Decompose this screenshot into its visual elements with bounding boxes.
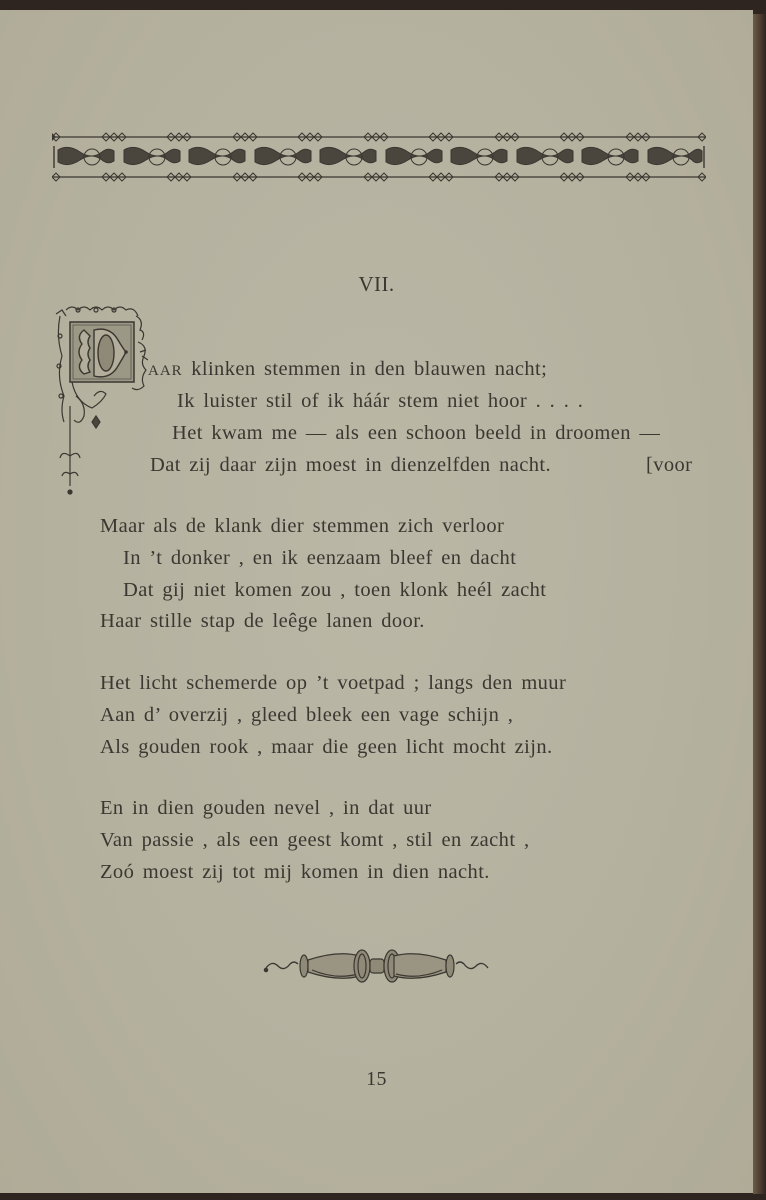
- verse-line: Het licht schemerde op ’t voetpad ; langs den muur: [100, 672, 567, 694]
- verse-line: Dat zij daar zijn moest in dienzelfden nacht.: [150, 454, 552, 476]
- verse-line: Zoó moest zij tot mij komen in dien nacht.: [100, 861, 490, 883]
- verse-line: Het kwam me — als een schoon beeld in droomen —: [172, 422, 661, 444]
- page-number: 15: [366, 1068, 387, 1090]
- verse-line: En in dien gouden nevel , in dat uur: [100, 797, 432, 819]
- verse-line: Maar als de klank dier stemmen zich verloor: [100, 515, 505, 537]
- ornamental-border-icon: [52, 128, 706, 186]
- verse-line: In ’t donker , en ik eenzaam bleef en dacht: [123, 547, 517, 569]
- verse-line: Van passie , als een geest komt , stil en zacht ,: [100, 829, 530, 851]
- verse-line: AAR klinken stemmen in den blauwen nacht;: [148, 358, 548, 380]
- verse-line: Ik luister stil of ik háár stem niet hoor . . . .: [177, 390, 584, 412]
- verse-line: Haar stille stap de leêge lanen door.: [100, 610, 425, 632]
- dropcap-continuation: AAR: [148, 363, 183, 379]
- verse-line: Aan d’ overzij , gleed bleek een vage schijn ,: [100, 704, 514, 726]
- verse-line: Als gouden rook , maar die geen licht mocht zijn.: [100, 736, 553, 758]
- book-binding-edge: [753, 14, 766, 1194]
- tailpiece-ornament-icon: [262, 942, 492, 988]
- book-page: [0, 10, 753, 1193]
- verse-line: Dat gij niet komen zou , toen klonk heél zacht: [123, 579, 547, 601]
- catchword-turnover: [voor: [646, 454, 693, 476]
- illuminated-initial-D-icon: [52, 306, 148, 502]
- chapter-number: VII.: [358, 272, 395, 296]
